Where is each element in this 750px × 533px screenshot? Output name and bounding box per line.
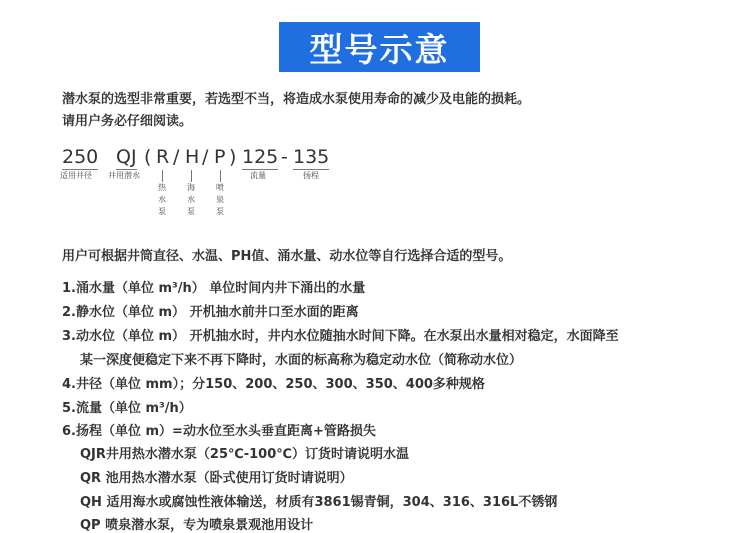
type-p: P	[214, 146, 226, 168]
item-inflow: 1.涌水量（单位 m³/h） 单位时间内井下涌出的水量	[62, 281, 366, 296]
type-qh: QH 适用海水或腐蚀性液体输送，材质有3861锡青铜，304、316、316L不锈钢	[80, 495, 558, 510]
dash: -	[281, 146, 288, 168]
item-head: 6.扬程（单位 m）=动水位至水头垂直距离+管路损失	[62, 424, 376, 439]
type-qjr: QJR井用热水潜水泵（25℃-100℃）订货时请说明水温	[80, 447, 410, 462]
flow-code: 125	[242, 146, 279, 168]
item-dynamic-level-cont: 某一深度便稳定下来不再下降时，水面的标高称为稳定动水位（简称动水位）	[80, 353, 523, 368]
type-qr: QR 池用热水潜水泵（卧式使用订货时请说明）	[80, 471, 353, 486]
slash-1: /	[173, 146, 180, 168]
flow-caption: 流量	[250, 171, 266, 180]
paren-open: (	[144, 146, 152, 168]
hot-water-pump-caption: 热 水 泵	[158, 183, 166, 216]
page-title-banner: 型号示意	[279, 22, 480, 72]
type-qp: QP 喷泉潜水泵，专为喷泉景观池用设计	[80, 518, 314, 533]
series-code: QJ	[116, 146, 137, 168]
paren-close: )	[229, 146, 237, 168]
well-diameter-caption: 适用井径	[60, 171, 92, 180]
item-static-level: 2.静水位（单位 m） 开机抽水前井口至水面的距离	[62, 305, 359, 320]
tick-p	[220, 170, 221, 182]
head-code: 135	[293, 146, 330, 168]
fountain-pump-caption: 喷 泉 泵	[216, 183, 224, 216]
series-caption: 井用潜水	[108, 171, 140, 180]
tick-r	[162, 170, 163, 182]
selection-guide: 用户可根据井筒直径、水温、PH值、涌水量、动水位等自行选择合适的型号。	[62, 249, 512, 264]
intro-line-1: 潜水泵的选型非常重要，若选型不当，将造成水泵使用寿命的减少及电能的损耗。	[62, 92, 531, 107]
seawater-pump-caption: 海 水 泵	[187, 183, 195, 216]
intro-line-2: 请用户务必仔细阅读。	[62, 114, 193, 129]
item-flow: 5.流量（单位 m³/h）	[62, 401, 192, 416]
slash-2: /	[202, 146, 209, 168]
well-diameter-code: 250	[62, 146, 99, 168]
item-well-diameter: 4.井径（单位 mm）；分150、200、250、300、350、400多种规格	[62, 377, 485, 392]
item-dynamic-level: 3.动水位（单位 m） 开机抽水时，井内水位随抽水时间下降。在水泵出水量相对稳定，水面降至	[62, 329, 619, 344]
head-caption: 扬程	[303, 171, 319, 180]
tick-h	[191, 170, 192, 182]
type-r: R	[156, 146, 170, 168]
type-h: H	[185, 146, 200, 168]
